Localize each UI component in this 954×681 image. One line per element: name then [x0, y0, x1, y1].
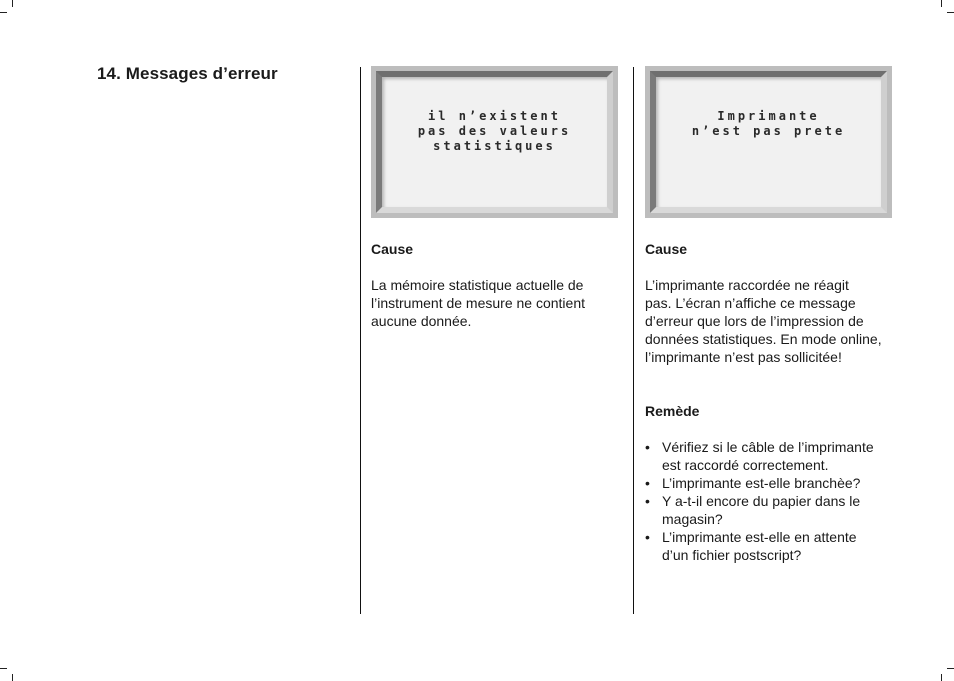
text-line: Y a-t-il encore du papier dans le: [662, 493, 861, 509]
crop-mark: [0, 668, 7, 669]
column-divider: [360, 67, 361, 614]
display-line: Imprimante: [717, 109, 820, 123]
cause-heading: Cause: [371, 241, 414, 257]
text-line: aucune donnée.: [371, 313, 472, 329]
lcd-display: [645, 66, 892, 218]
list-item: [645, 474, 905, 492]
bullet-icon: •: [645, 475, 650, 491]
crop-mark: [941, 674, 942, 681]
lcd-display: [371, 66, 618, 218]
crop-mark: [12, 674, 13, 681]
remedy-heading: Remède: [645, 403, 700, 419]
text-line: La mémoire statistique actuelle de: [371, 277, 584, 293]
crop-mark: [941, 0, 942, 7]
list-item: [645, 492, 905, 528]
page-title: 14. Messages d’erreur: [97, 64, 278, 83]
lcd-screen: [376, 71, 613, 213]
cause-text: [371, 276, 623, 330]
text-line: magasin?: [662, 511, 723, 527]
text-line: l’imprimante n’est pas sollicitée!: [645, 349, 842, 365]
error-panel-printer-not-ready: [645, 66, 905, 564]
crop-mark: [0, 12, 7, 13]
crop-mark: [12, 0, 13, 7]
display-line: statistiques: [433, 139, 556, 153]
column-divider: [633, 67, 634, 614]
list-item: [645, 438, 905, 474]
text-line: l’instrument de mesure ne contient: [371, 295, 585, 311]
text-line: données statistiques. En mode online,: [645, 331, 882, 347]
display-line: n’est pas prete: [691, 124, 846, 138]
crop-mark: [947, 668, 954, 669]
error-panel-no-statistics: [371, 66, 623, 330]
text-line: est raccordé correctement.: [662, 457, 829, 473]
display-line: pas des valeurs: [417, 124, 572, 138]
bullet-icon: •: [645, 439, 650, 455]
text-line: d’un fichier postscript?: [662, 547, 802, 563]
remedy-list: [645, 438, 905, 564]
bullet-icon: •: [645, 493, 650, 509]
text-line: d’erreur que lors de l’impression de: [645, 313, 864, 329]
text-line: pas. L’écran n’affiche ce message: [645, 295, 856, 311]
display-line: il n’existent: [428, 109, 561, 123]
list-item: [645, 528, 905, 564]
text-line: L’imprimante est-elle branchèe?: [662, 475, 861, 491]
bullet-icon: •: [645, 529, 650, 545]
text-line: L’imprimante raccordée ne réagit: [645, 277, 849, 293]
text-line: L’imprimante est-elle en attente: [662, 529, 857, 545]
crop-mark: [947, 12, 954, 13]
cause-text: [645, 276, 905, 366]
lcd-screen: [650, 71, 887, 213]
cause-heading: Cause: [645, 241, 688, 257]
text-line: Vérifiez si le câble de l’imprimante: [662, 439, 874, 455]
